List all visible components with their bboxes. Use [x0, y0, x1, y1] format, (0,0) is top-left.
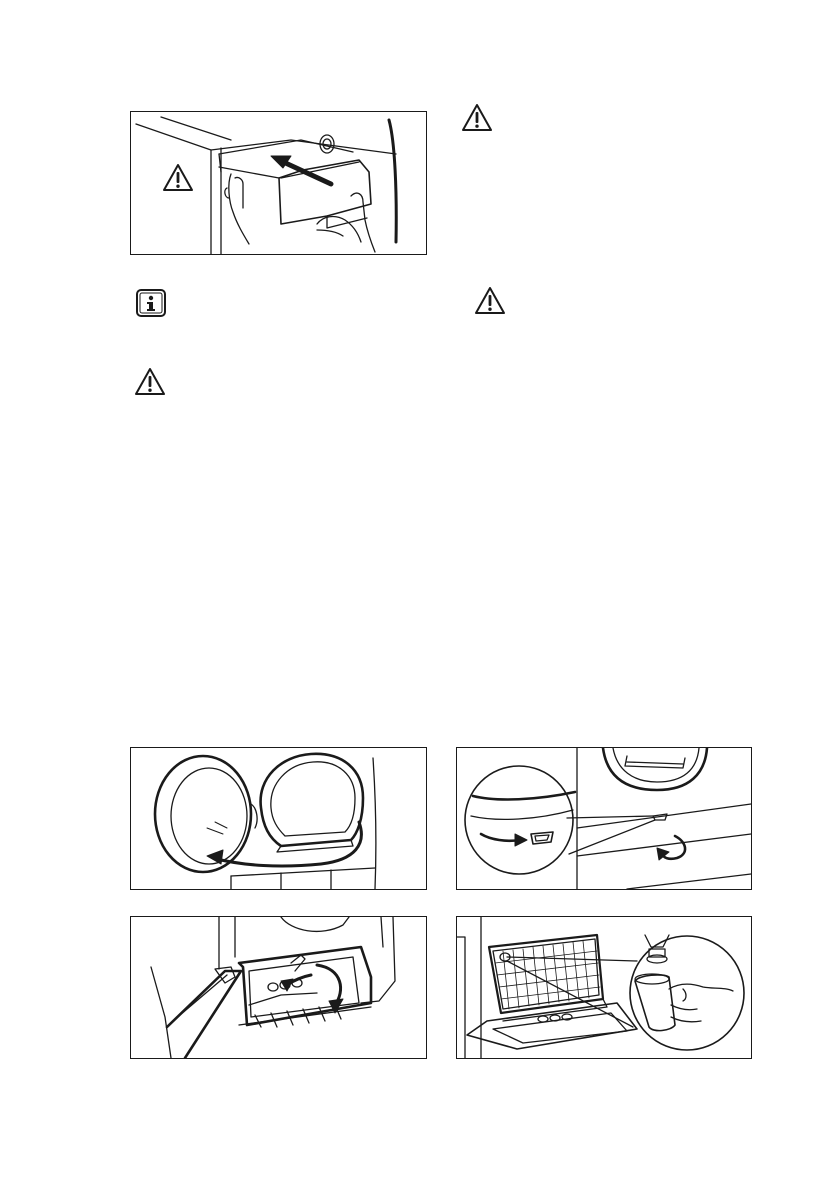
dryer-drain-illustration: [457, 917, 751, 1058]
warning-icon: [134, 367, 166, 396]
figure-dryer-door-open: [130, 747, 427, 890]
figure-dryer-hatch-open: [130, 916, 427, 1059]
dryer-hatch-illustration: [131, 917, 426, 1058]
dryer-door-open-illustration: [131, 748, 426, 889]
info-icon: [135, 288, 167, 318]
warning-icon: [162, 163, 194, 192]
warning-icon: [461, 103, 493, 132]
dryer-release-illustration: [457, 748, 751, 889]
figure-dryer-release-zoom: [456, 747, 752, 890]
warning-icon: [474, 286, 506, 315]
figure-dryer-drain-zoom: [456, 916, 752, 1059]
